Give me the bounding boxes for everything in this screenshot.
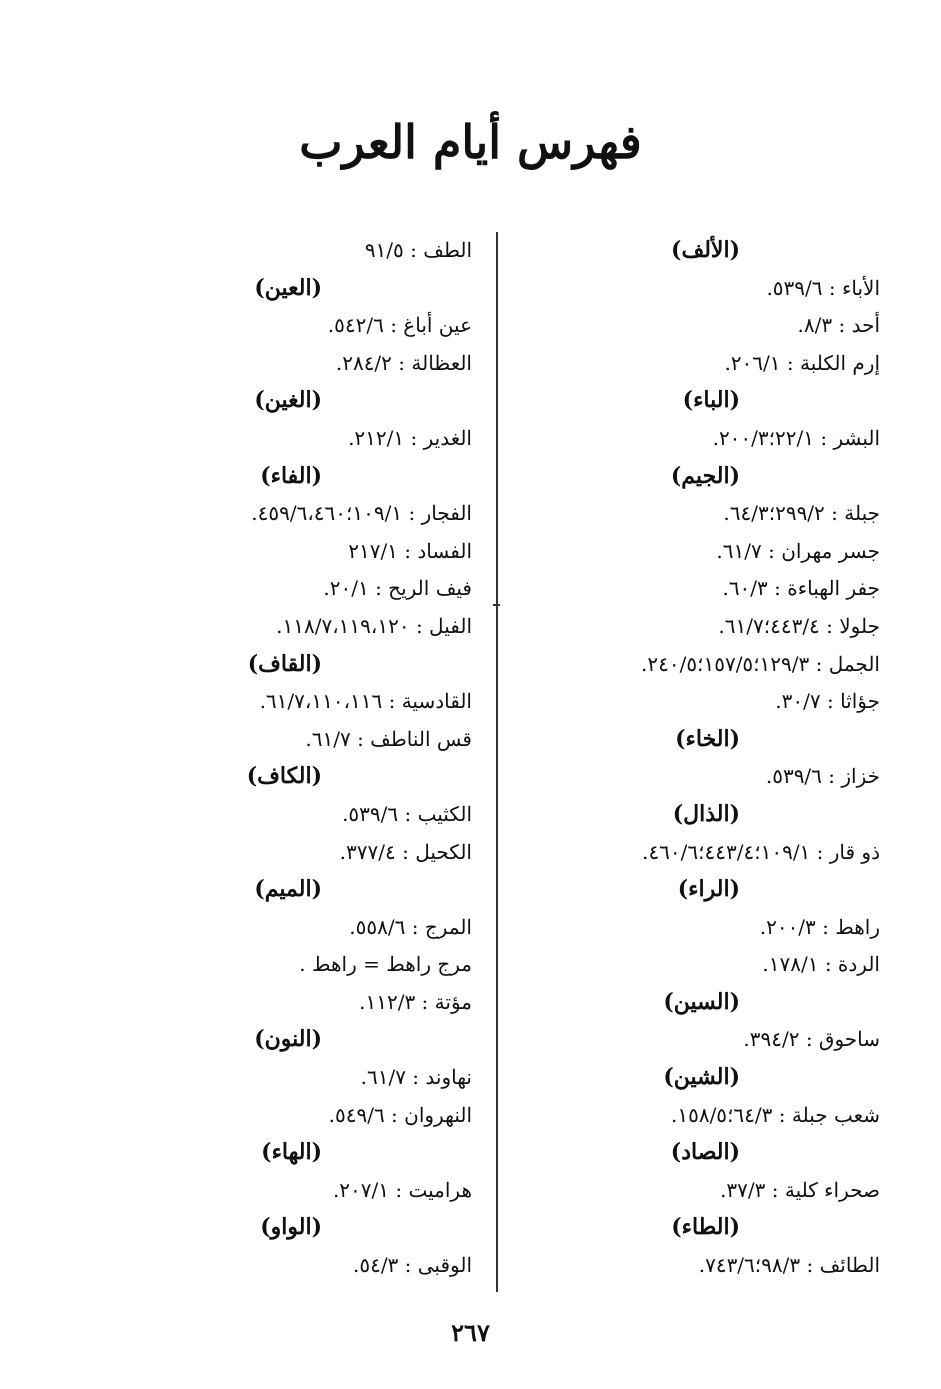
index-entry: راهط : ٢٠٠/٣. [759, 914, 880, 939]
index-entry: ذو قار : ١٠٩/١؛٤٤٣/٤؛٤٦٠/٦. [642, 839, 880, 864]
page-title: فهرس أيام العرب [299, 115, 642, 169]
index-entry: إرم الكلبة : ٢٠٦/١. [724, 350, 880, 375]
section-heading: (الكاف) [246, 763, 322, 790]
index-entry: شعب جبلة : ٦٤/٣؛١٥٨/٥. [670, 1102, 880, 1127]
index-entry: هراميت : ٢٠٧/١. [332, 1177, 472, 1202]
index-entry: القادسية : ٦١/٧،١١٠،١١٦. [259, 689, 472, 714]
section-heading: (الراء) [677, 876, 740, 903]
section-heading: (الهاء) [261, 1139, 322, 1166]
index-entry: الفساد : ٢١٧/١ [348, 538, 472, 563]
index-entry: العظالة : ٢٨٤/٢. [335, 350, 472, 375]
index-entry: الكحيل : ٣٧٧/٤. [339, 839, 472, 864]
index-entry: جؤاثا : ٣٠/٧. [775, 689, 880, 714]
index-entry: قس الناطف : ٦١/٧. [305, 726, 472, 751]
section-heading: (الغين) [254, 387, 322, 414]
section-heading: (الشين) [663, 1064, 740, 1091]
index-entry: جبلة : ٢٩٩/٢؛٦٤/٣. [723, 501, 880, 526]
index-entry: صحراء كلية : ٣٧/٣. [720, 1177, 880, 1202]
section-heading: (السين) [663, 988, 740, 1015]
section-heading: (القاف) [247, 650, 322, 677]
index-entry: الجمل : ١٢٩/٣؛١٥٧/٥؛٢٤٠/٥. [641, 651, 880, 676]
index-entry: الأباء : ٥٣٩/٦. [766, 275, 880, 300]
index-entry: ساحوق : ٣٩٤/٢. [743, 1027, 880, 1052]
index-entry: الردة : ١٧٨/١. [762, 952, 880, 977]
section-heading: (الجيم) [670, 462, 740, 489]
index-column-left [110, 232, 472, 1285]
section-heading: (الطاء) [671, 1214, 740, 1241]
index-entry: جلولا : ٤٤٣/٤؛٦١/٧. [718, 613, 880, 638]
index-entry: خزاز : ٥٣٩/٦. [765, 764, 880, 789]
index-entry: المرج : ٥٥٨/٦. [349, 914, 472, 939]
index-entry: البشر : ٢٢/١؛٢٠٠/٣. [712, 425, 880, 450]
section-heading: (الميم) [254, 876, 322, 903]
column-divider [496, 232, 498, 1292]
index-column-right [500, 232, 880, 1285]
index-entry: الغدير : ٢١٢/١. [348, 425, 472, 450]
index-entry: فيف الريح : ٢٠/١. [323, 576, 472, 601]
index-entry: جفر الهباءة : ٦٠/٣. [722, 576, 880, 601]
index-entry: نهاوند : ٦١/٧. [360, 1065, 472, 1090]
section-heading: (الواو) [260, 1214, 322, 1241]
index-entry: الطف : ٩١/٥ [364, 238, 472, 262]
index-entry: مؤتة : ١١٢/٣. [359, 989, 472, 1014]
index-entry: عين أباغ : ٥٤٢/٦. [327, 313, 472, 338]
index-entry: الطائف : ٩٨/٣؛٧٤٣/٦. [698, 1253, 880, 1278]
section-heading: (الفاء) [260, 462, 322, 489]
section-heading: (الصاد) [670, 1139, 740, 1166]
index-entry: الكثيب : ٥٣٩/٦. [342, 801, 472, 826]
section-heading: (الألف) [671, 237, 740, 263]
index-entry: الفجار : ١٠٩/١؛٤٥٩/٦،٤٦٠. [251, 501, 472, 526]
section-heading: (الذال) [672, 800, 740, 827]
index-entry: الفيل : ١١٨/٧،١١٩،١٢٠. [276, 613, 472, 638]
section-heading: (الباء) [682, 387, 740, 414]
page-number: ٢٦٧ [451, 1318, 490, 1347]
index-entry: جسر مهران : ٦١/٧. [716, 538, 880, 563]
column-divider-tick [493, 604, 500, 606]
index-entry: مرج راهط = راهط . [299, 952, 472, 977]
section-heading: (الخاء) [675, 725, 740, 752]
index-entry: أحد : ٨/٣. [797, 313, 880, 338]
index-entry: النهروان : ٥٤٩/٦. [328, 1102, 472, 1127]
section-heading: (العين) [254, 274, 322, 301]
section-heading: (النون) [254, 1026, 322, 1053]
index-entry: الوقبى : ٥٤/٣. [352, 1253, 472, 1278]
